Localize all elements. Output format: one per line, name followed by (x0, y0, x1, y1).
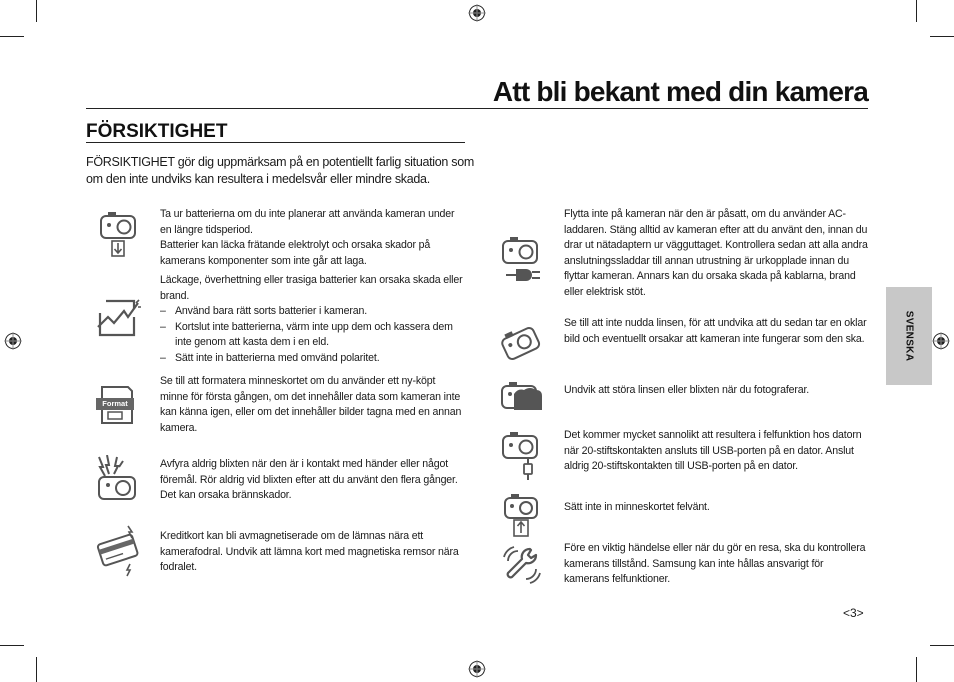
list-item: – Sätt inte in batterierna med omvänd polaritet. (160, 351, 465, 367)
section-heading: FÖRSIKTIGHET (86, 121, 228, 142)
caution-item (160, 207, 465, 269)
caution-item (564, 428, 870, 475)
caution-text: Före en viktig händelse eller när du gör en resa, ska du kontrollera kamerans tillstånd. Samsung kan inte hållas ansvarigt för kamerans felfunktioner. (564, 542, 866, 585)
camera-lens-touch-icon (500, 322, 544, 364)
caution-item (160, 273, 465, 366)
format-label: Format (102, 399, 128, 408)
caution-item (160, 374, 465, 436)
crop-mark (0, 645, 24, 646)
camera-plug-icon (500, 235, 544, 285)
registration-mark-icon (468, 660, 486, 678)
crop-mark (0, 36, 24, 37)
language-tab (886, 287, 932, 385)
camera-battery-icon (98, 209, 140, 259)
camera-usb-icon (500, 432, 540, 482)
registration-mark-icon (4, 332, 22, 350)
caution-text: Flytta inte på kameran när den är påsatt, om du använder AC-laddaren. Stäng alltid av kameran efter att du använt den, innan du drar ut nätadaptern ur vägguttaget. Kontrollera sedan att alla andra anslutningssladdar till annan utrustning är urkopplade innan du flyttar kameran. Annars kan du orsaka skada på kablarna, brand eller elektrisk stöt. (564, 208, 868, 298)
caution-item (564, 541, 870, 588)
caution-item (160, 457, 465, 504)
caution-item (564, 207, 870, 300)
caution-text: Avfyra aldrig blixten när den är i kontakt med händer eller något föremål. Rör aldrig vid blixten efter att du använt den flera gånger. Det kan orsaka brännskador. (160, 458, 458, 501)
caution-text: Batterier kan läcka frätande elektrolyt och orsaka skador på kamerans komponenter som inte går att laga. (160, 239, 431, 267)
caution-text: Se till att formatera minneskortet om du använder ett ny-köpt minne för första gången, om det innehåller data som kameran inte kan känna igen, eller om det innehåller bilder tagna med en annan kamera. (160, 375, 462, 434)
page-number: <3> (843, 606, 864, 620)
caution-text: Ta ur batterierna om du inte planerar att använda kameran under en längre tidsperiod. (160, 208, 455, 236)
title-rule (86, 108, 868, 109)
caution-text: Kreditkort kan bli avmagnetiserade om de lämnas nära ett kamerafodral. Undvik att lämna kort med magnetiska remsor nära fodralet. (160, 530, 459, 573)
list-item: – Kortslut inte batterierna, värm inte upp dem och kassera dem inte genom att kasta dem i en eld. (160, 320, 465, 351)
camera-obstruct-icon (500, 380, 544, 414)
caution-item (160, 529, 465, 576)
crop-mark (36, 0, 37, 22)
registration-mark-icon (468, 4, 486, 22)
registration-mark-icon (932, 332, 950, 350)
caution-item (564, 383, 870, 399)
crop-mark (916, 0, 917, 22)
format-card-icon (96, 385, 136, 425)
crop-mark (36, 657, 37, 682)
page-title: Att bli bekant med din kamera (492, 76, 868, 107)
flash-hand-icon (95, 455, 141, 503)
broken-battery-icon (96, 297, 142, 339)
wrench-icon (500, 543, 544, 587)
crop-mark (916, 657, 917, 682)
caution-text: Det kommer mycket sannolikt att resultera i felfunktion hos datorn när 20-stiftskontakten ansluts till USB-porten på en dator. Anslut aldrig 20-stiftskontakten till USB-porten på en dator. (564, 429, 862, 472)
caution-text: Sätt inte in minneskortet felvänt. (564, 501, 710, 513)
caution-item (564, 500, 870, 516)
crop-mark (930, 645, 954, 646)
caution-item (564, 316, 870, 347)
caution-text: Se till att inte nudda linsen, för att undvika att du sedan tar en oklar bild och eventuellt orsakar att kameran inte fungerar som den ska. (564, 317, 867, 345)
section-rule (86, 142, 465, 143)
bullet-list (160, 304, 465, 366)
credit-card-icon (96, 524, 142, 578)
caution-text: Läckage, överhettning eller trasiga batterier kan orsaka skada eller brand. (160, 274, 463, 302)
list-item: – Använd bara rätt sorts batterier i kameran. (160, 304, 465, 320)
camera-card-insert-icon (502, 494, 542, 538)
intro-paragraph: FÖRSIKTIGHET gör dig uppmärksam på en potentiellt farlig situation som om den inte undviks kan resultera i medelsvår eller mindre skada. (86, 155, 474, 186)
crop-mark (930, 36, 954, 37)
caution-text: Undvik att störa linsen eller blixten när du fotograferar. (564, 384, 810, 396)
language-tab-label: SVENSKA (903, 310, 915, 362)
